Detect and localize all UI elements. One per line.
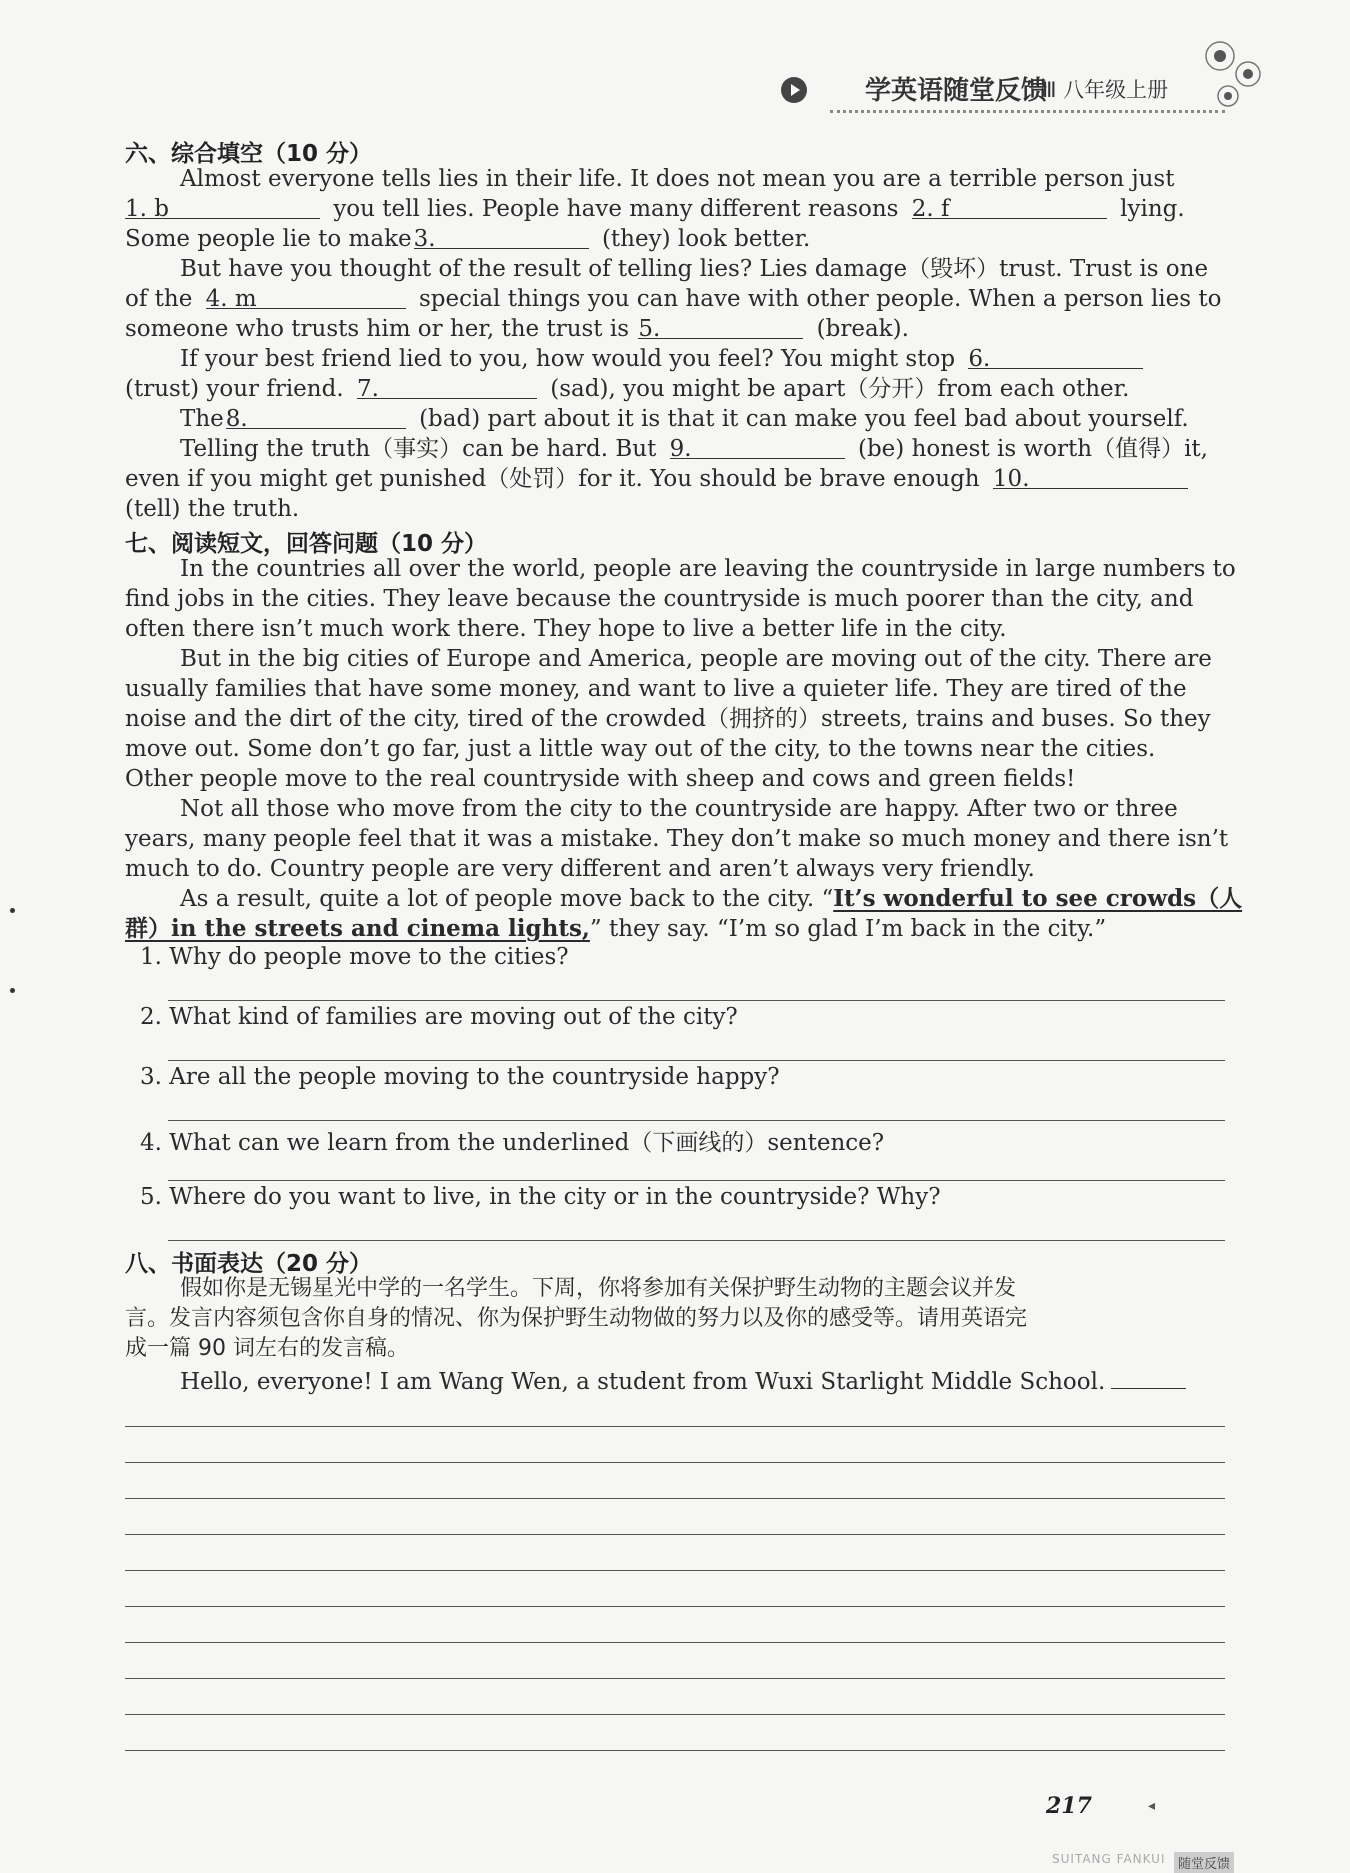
passage-line: years, many people feel that it was a mistake. They don’t make so much money and there isn’t xyxy=(125,826,1229,852)
passage-line: often there isn’t much work there. They hope to live a better life in the city. xyxy=(125,616,1007,642)
blank-10[interactable]: 10. xyxy=(993,464,1188,489)
passage-line: find jobs in the cities. They leave because the countryside is much poorer than the city, and xyxy=(125,586,1194,612)
passage-line: 1. b you tell lies. People have many different reasons 2. f lying. xyxy=(125,196,1185,222)
passage-line: In the countries all over the world, people are leaving the countryside in large numbers to xyxy=(180,556,1236,582)
passage-line: But in the big cities of Europe and America, people are moving out of the city. There are xyxy=(180,646,1212,672)
instruction-line: 成一篇 90 词左右的发言稿。 xyxy=(125,1336,409,1361)
blank-1[interactable]: 1. b xyxy=(125,194,320,219)
passage-line: move out. Some don’t go far, just a little way out of the city, to the towns near the cities. xyxy=(125,736,1156,762)
instruction-line: 假如你是无锡星光中学的一名学生。下周，你将参加有关保护野生动物的主题会议并发 xyxy=(180,1276,1017,1301)
passage-line: But have you thought of the result of telling lies? Lies damage（毁坏）trust. Trust is one xyxy=(180,256,1209,282)
answer-line-5[interactable] xyxy=(168,1240,1225,1241)
question-1: 1. Why do people move to the cities? xyxy=(140,944,569,970)
essay-blank[interactable] xyxy=(1111,1364,1186,1389)
passage-line: even if you might get punished（处罚）for it. You should be brave enough 10. xyxy=(125,464,1225,494)
book-subtitle: Ⅲ 八年级上册 xyxy=(1042,78,1169,102)
writing-line[interactable] xyxy=(125,1606,1225,1607)
margin-dot xyxy=(10,988,15,993)
question-3: 3. Are all the people moving to the countryside happy? xyxy=(140,1064,780,1090)
underlined-sentence: It’s wonderful to see crowds（人 xyxy=(833,885,1243,912)
passage-line: If your best friend lied to you, how would you feel? You might stop 6. xyxy=(180,344,1225,374)
blank-4[interactable]: 4. m xyxy=(206,284,406,309)
blank-3[interactable]: 3. xyxy=(414,224,589,249)
blank-2[interactable]: 2. f xyxy=(912,194,1107,219)
passage-line: (trust) your friend. 7. (sad), you might be apart（分开）from each other. xyxy=(125,376,1130,402)
writing-line[interactable] xyxy=(125,1498,1225,1499)
flower-decoration-icon xyxy=(1190,28,1280,118)
passage-line: The8. (bad) part about it is that it can make you feel bad about yourself. xyxy=(180,406,1189,432)
section-7-title: 七、阅读短文，回答问题（10 分） xyxy=(125,531,488,557)
writing-line[interactable] xyxy=(125,1750,1225,1751)
passage-line: noise and the dirt of the city, tired of the crowded（拥挤的）streets, trains and buses. So they xyxy=(125,706,1211,732)
play-circle-icon xyxy=(780,76,808,104)
blank-9[interactable]: 9. xyxy=(670,434,845,459)
writing-line[interactable] xyxy=(125,1462,1225,1463)
underlined-sentence: 群）in the streets and cinema lights, xyxy=(125,915,590,942)
instruction-line: 言。发言内容须包含你自身的情况、你为保护野生动物做的努力以及你的感受等。请用英语完 xyxy=(125,1306,1028,1331)
footer-brand-en: SUITANG FANKUI xyxy=(1052,1852,1166,1866)
blank-8[interactable]: 8. xyxy=(226,404,406,429)
writing-line[interactable] xyxy=(125,1570,1225,1571)
section-6-title: 六、综合填空（10 分） xyxy=(125,141,373,167)
question-2: 2. What kind of families are moving out of the city? xyxy=(140,1004,738,1030)
answer-line-2[interactable] xyxy=(168,1060,1225,1061)
blank-6[interactable]: 6. xyxy=(968,344,1143,369)
blank-7[interactable]: 7. xyxy=(357,374,537,399)
question-5: 5. Where do you want to live, in the city or in the countryside? Why? xyxy=(140,1184,941,1210)
question-4: 4. What can we learn from the underlined（下画线的）sentence? xyxy=(140,1130,885,1156)
writing-line[interactable] xyxy=(125,1534,1225,1535)
essay-opening: Hello, everyone! I am Wang Wen, a student from Wuxi Starlight Middle School. xyxy=(180,1364,1225,1397)
passage-line: (tell) the truth. xyxy=(125,496,300,522)
writing-line[interactable] xyxy=(125,1642,1225,1643)
page-number: 217 xyxy=(1046,1793,1092,1819)
passage-line: As a result, quite a lot of people move back to the city. “It’s wonderful to see crowds（人 xyxy=(180,885,1243,912)
writing-line[interactable] xyxy=(125,1714,1225,1715)
margin-dot xyxy=(10,908,15,913)
passage-line: 群）in the streets and cinema lights,” they say. “I’m so glad I’m back in the city.” xyxy=(125,915,1107,942)
arrow-left-icon: ◂ xyxy=(1148,1798,1156,1814)
section-8-title: 八、书面表达（20 分） xyxy=(125,1251,373,1277)
passage-line: much to do. Country people are very different and aren’t always very friendly. xyxy=(125,856,1035,882)
passage-line: Some people lie to make3. (they) look better. xyxy=(125,226,811,252)
answer-line-4[interactable] xyxy=(168,1180,1225,1181)
passage-line: Almost everyone tells lies in their life. It does not mean you are a terrible person just xyxy=(180,166,1175,192)
passage-line: of the 4. m special things you can have with other people. When a person lies to xyxy=(125,286,1222,312)
footer-brand-cn: 随堂反馈 xyxy=(1174,1852,1234,1873)
passage-line: Not all those who move from the city to the countryside are happy. After two or three xyxy=(180,796,1178,822)
writing-line[interactable] xyxy=(125,1678,1225,1679)
blank-5[interactable]: 5. xyxy=(638,314,803,339)
header-divider xyxy=(830,110,1225,113)
passage-line: usually families that have some money, and want to live a quieter life. They are tired of the xyxy=(125,676,1187,702)
page-header xyxy=(780,68,1240,114)
passage-line: Telling the truth（事实）can be hard. But 9. (be) honest is worth（值得）it, xyxy=(180,436,1208,462)
answer-line-1[interactable] xyxy=(168,1000,1225,1001)
writing-line[interactable] xyxy=(125,1426,1225,1427)
book-title: 学英语随堂反馈 xyxy=(865,76,1048,106)
answer-line-3[interactable] xyxy=(168,1120,1225,1121)
passage-line: Other people move to the real countryside with sheep and cows and green fields! xyxy=(125,766,1076,792)
passage-line: someone who trusts him or her, the trust is 5. (break). xyxy=(125,316,909,342)
